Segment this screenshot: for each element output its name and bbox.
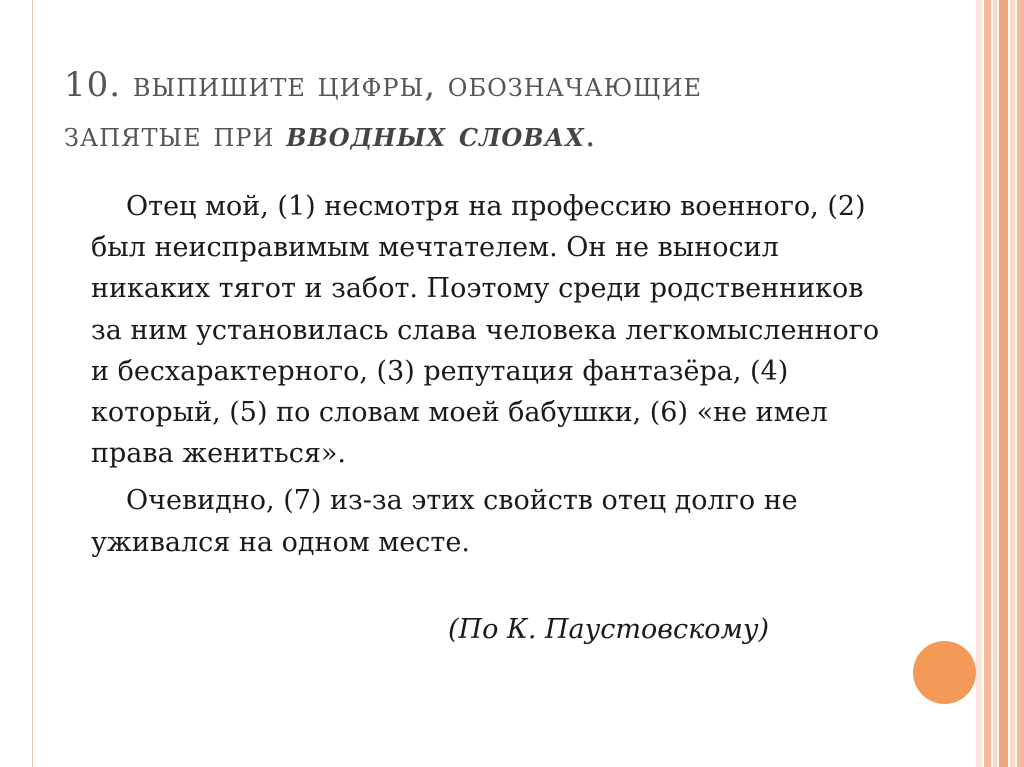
orange-circle-icon (913, 641, 976, 704)
decor-stripes (976, 0, 1024, 767)
title-emphasis: вводных словах (286, 115, 585, 155)
frame-left-line (32, 0, 33, 767)
paragraph-1: Отец мой, (1) несмотря на профессию военного, (2) был неисправимым мечтателем. Он не выносил никаких тягот и забот. Поэтому среди родственников за ним установилась слава человека легкомысленного и бесхарактерного, (3) репутация фантазёра, (4) который, (5) по словам моей бабушки, (6) «не имел права жениться». (91, 191, 880, 470)
title-part1: выпишите цифры, обозначающие (132, 65, 703, 105)
title-end: . (584, 115, 597, 155)
title-part2: запятые при (64, 115, 275, 155)
stripe-2 (984, 0, 991, 767)
source-citation: (По К. Паустовскому) (448, 614, 770, 645)
text-body (91, 186, 881, 569)
stripe-3 (993, 0, 997, 767)
title-number: 10. (64, 65, 122, 105)
paragraph-2: Очевидно, (7) из-за этих свойств отец долго не уживался на одном месте. (91, 485, 798, 558)
stripe-1 (976, 0, 982, 767)
stripe-6 (1017, 0, 1024, 767)
stripe-4 (999, 0, 1008, 767)
stripe-5 (1010, 0, 1015, 767)
slide-title (64, 60, 924, 160)
